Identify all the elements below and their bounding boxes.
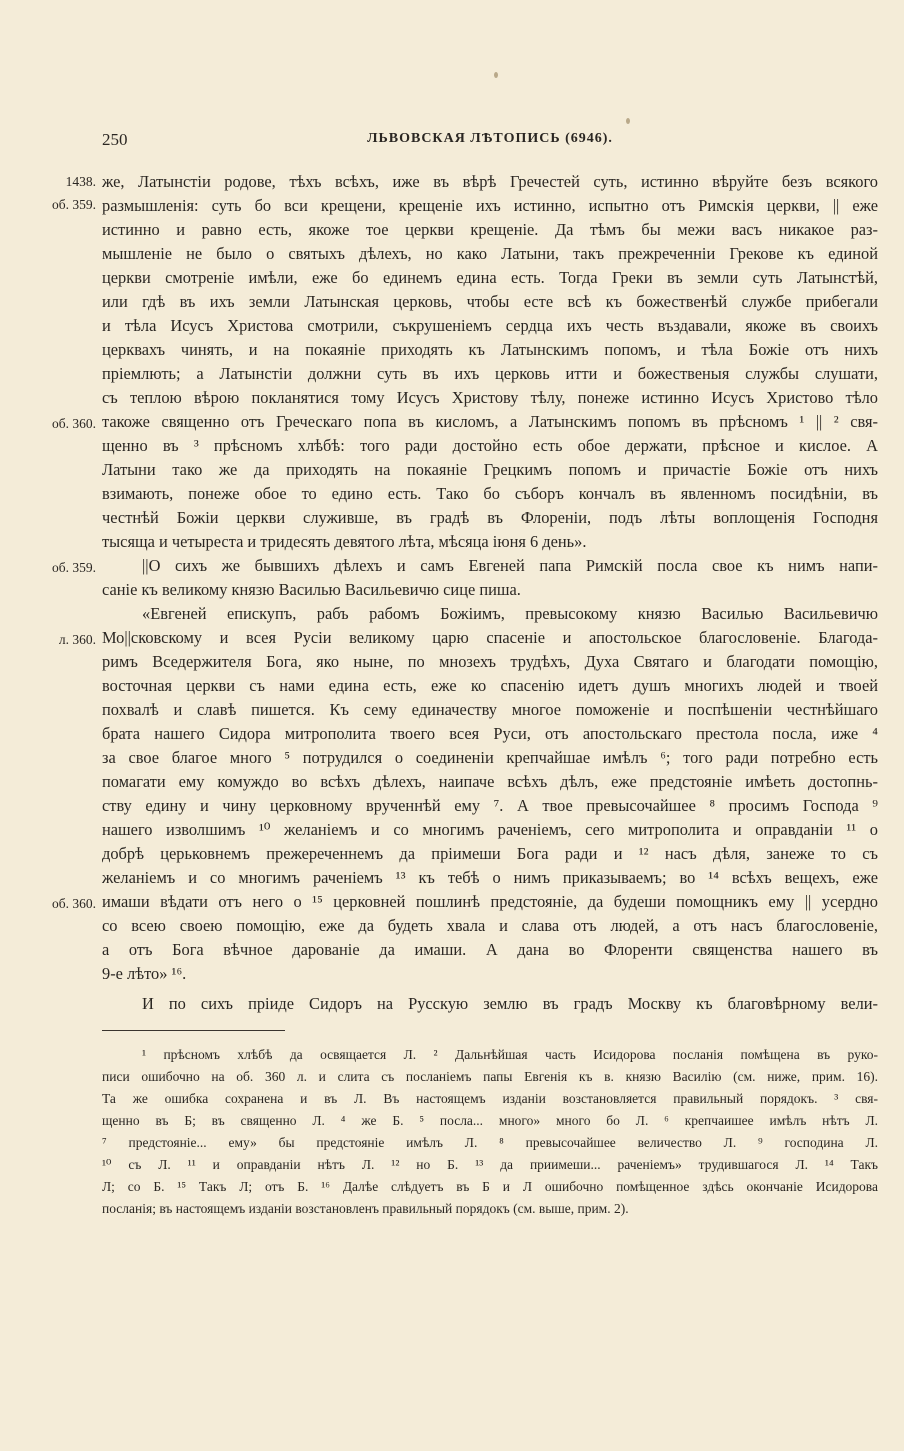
- text-line: похвалѣ и славѣ пишется. Къ сему единачеству многое поможеніе и поспѣшеніи честнѣйшаго: [102, 700, 878, 719]
- text-line: саніе къ великому князю Василью Васильевичю сице пиша.: [102, 580, 521, 599]
- footnote-line: ¹ прѣсномъ хлѣбѣ да освящается Л. ² Дальнѣйшая часть Исидорова посланія помѣщена въ руко-: [142, 1047, 878, 1062]
- text-line: честнѣй Божіи церкви служивше, въ градѣ въ Флореніи, подъ лѣты воплощенія Господня: [102, 508, 878, 527]
- text-line: взимають, понеже обое то едино есть. Тако бо съборъ кончалъ въ явленномъ посидѣніи, въ: [102, 484, 878, 503]
- margin-note: об. 360.: [52, 896, 96, 911]
- text-line: и тѣла Исусъ Христова смотрили, съкрушеніемъ сердца ихъ честь въздавали, якоже въ своихъ: [102, 316, 878, 335]
- footnote-line: Л; со Б. ¹⁵ Такъ Л; отъ Б. ¹⁶ Далѣе слѣдуетъ въ Б и Л ошибочно помѣщенное здѣсь окончаніе Исидорова: [102, 1179, 878, 1194]
- margin-note: об. 359.: [52, 560, 96, 575]
- text-line: имаши вѣдати отъ него о ¹⁵ церковней пошлинѣ предстояніе, да будеши помощникъ ему || усердно: [102, 892, 878, 911]
- text-line: ству едину и чину церковному врученнѣй ему ⁷. А твое превысочайшее ⁸ просимъ Господа ⁹: [102, 796, 878, 815]
- running-header: [102, 130, 878, 154]
- text-line: ||О сихъ же бывшихъ дѣлехъ и самъ Евгеней папа Римскій посла свое къ нимъ напи-: [142, 556, 878, 575]
- text-line: или гдѣ въ ихъ земли Латынская церковь, чтобы есте всѣ къ божественѣй службе прибегали: [102, 292, 878, 311]
- footnote-line: ⁷ предстояніе... ему» бы предстояніе имѣлъ Л. ⁸ превысочайшее величество Л. ⁹ господина Л.: [102, 1135, 878, 1150]
- margin-note: 1438.: [65, 174, 96, 189]
- text-line: Мо||сковскому и всея Русіи великому царю спасеніе и апостольское благословеніе. Благода-: [102, 628, 878, 647]
- text-line: мышленіе не было о святыхъ дѣлехъ, но како Латыни, такъ прежреченніи Грекове къ единой: [102, 244, 878, 263]
- footnote-line: посланія; въ настоящемъ изданіи возстановленъ правильный порядокъ (см. выше, прим. 2).: [102, 1201, 629, 1216]
- text-line: размышленія: суть бо вси крещени, крещеніе ихъ истинно, испытно отъ Римскія церкви, || еже: [102, 196, 878, 215]
- text-line: же, Латынстіи родове, тѣхъ всѣхъ, иже въ вѣрѣ Гречестей суть, истинно вѣруйте безъ всякого: [102, 172, 878, 191]
- text-line: тысяща и четыреста и тридесять девятого лѣта, мѣсяца іюня 6 день».: [102, 532, 587, 551]
- text-line: пріемлють; а Латынстіи должни суть въ ихъ церковь итти и божественыя службы слушати,: [102, 364, 878, 383]
- footnote-line: писи ошибочно на об. 360 л. и слита съ посланіемъ папы Евгенія къ в. князю Василію (см. ниже, прим. 16).: [102, 1069, 878, 1084]
- text-line: со всею своею помощію, еже да будеть хвала и слава отъ людей, а отъ насъ благословеніе,: [102, 916, 878, 935]
- running-title: ЛЬВОВСКАЯ ЛѢТОПИСЬ (6946).: [367, 131, 613, 146]
- footnote-line: Та же ошибка сохранена и въ Л. Въ настоящемъ изданіи возстановляется правильный порядокъ. ³ свя-: [102, 1091, 878, 1106]
- text-line: брата нашего Сидора митрополита твоего всея Руси, отъ апостольскаго престола посла, иже ⁴: [102, 724, 878, 743]
- margin-note: л. 360.: [58, 632, 96, 647]
- text-line: «Евгеней епискупъ, рабъ рабомъ Божіимъ, превысокому князю Василью Васильевичю: [142, 604, 878, 623]
- text-line: за свое благое много ⁵ потрудился о соединеніи крепчайшае имѣлъ ⁶; того ради потребно есть: [102, 748, 878, 767]
- text-line: желаніемъ и со многимъ раченіемъ ¹³ къ тебѣ о нимъ приказываемъ; во ¹⁴ всѣхъ вещехъ, еже: [102, 868, 878, 887]
- text-line: а отъ Бога вѣчное дарованіе да имаши. А дана во Флоренти священства нашего въ: [102, 940, 878, 959]
- footnote-line: ¹⁰ съ Л. ¹¹ и оправданіи нѣтъ Л. ¹² но Б. ¹³ да приимеши... раченіемъ» трудившагося Л. ¹⁴ Такъ: [102, 1157, 878, 1172]
- paper-speck: [626, 118, 630, 124]
- page-number: 250: [102, 130, 128, 149]
- text-line: такоже священно отъ Греческаго попа въ кисломъ, а Латынскимъ попомъ въ прѣсномъ ¹ || ² свя-: [102, 412, 878, 431]
- footnote-separator: [102, 1030, 285, 1031]
- text-line: И по сихъ пріиде Сидоръ на Русскую землю въ градъ Москву къ благовѣрному вели-: [142, 994, 878, 1013]
- margin-note: об. 359.: [52, 197, 96, 212]
- text-line: щенно въ ³ прѣсномъ хлѣбѣ: того ради достойно есть обое держати, прѣсное и кислое. А: [102, 436, 878, 455]
- text-line: 9-е лѣто» ¹⁶.: [102, 964, 187, 983]
- margin-note: об. 360.: [52, 416, 96, 431]
- text-line: помагати ему комуждо во всѣхъ дѣлехъ, наипаче всѣхъ дѣлъ, еже предстояніе имѣеть достопнь-: [102, 772, 878, 791]
- text-line: римъ Вседержителя Бога, яко ныне, по мнозехъ трудѣхъ, Духа Святаго и благодати помощію,: [102, 652, 878, 671]
- text-line: Латыни тако же да приходять на покаяніе Грецкимъ попомъ и причастіе Божіе отъ нихъ: [102, 460, 878, 479]
- text-line: истинно и равно есть, якоже тое церкви крещеніе. Да тѣмъ бы межи васъ никакое раз-: [102, 220, 878, 239]
- text-line: нашего изволшимъ ¹⁰ желаніемъ и со многимъ раченіемъ, сего митрополита и оправданіи ¹¹ о: [102, 820, 878, 839]
- text-line: восточная церкви съ нами едина есть, еже ко спасенію идетъ душъ многихъ людей и твоей: [102, 676, 878, 695]
- text-line: съ теплою вѣрою покланятися тому Исусъ Христову тѣлу, понеже истинно Исусъ Христово тѣло: [102, 388, 878, 407]
- text-line: церкви смотреніе имѣли, еже бо единемъ едина есть. Тогда Греки въ земли суть Латынстѣй,: [102, 268, 878, 287]
- text-line: добрѣ церьковнемъ прежереченнемъ да пріимеши Бога ради и ¹² насъ дѣля, занеже то съ: [102, 844, 878, 863]
- text-line: церквахъ чинять, и на покаяніе приходять къ Латынскимъ попомъ, и тѣла Божіе отъ нихъ: [102, 340, 878, 359]
- paper-speck: [494, 72, 498, 78]
- footnote-line: щенно въ Б; въ священно Л. ⁴ же Б. ⁵ посла... много» много бо Л. ⁶ крепчаишее имѣлъ нѣтъ Л.: [102, 1113, 878, 1128]
